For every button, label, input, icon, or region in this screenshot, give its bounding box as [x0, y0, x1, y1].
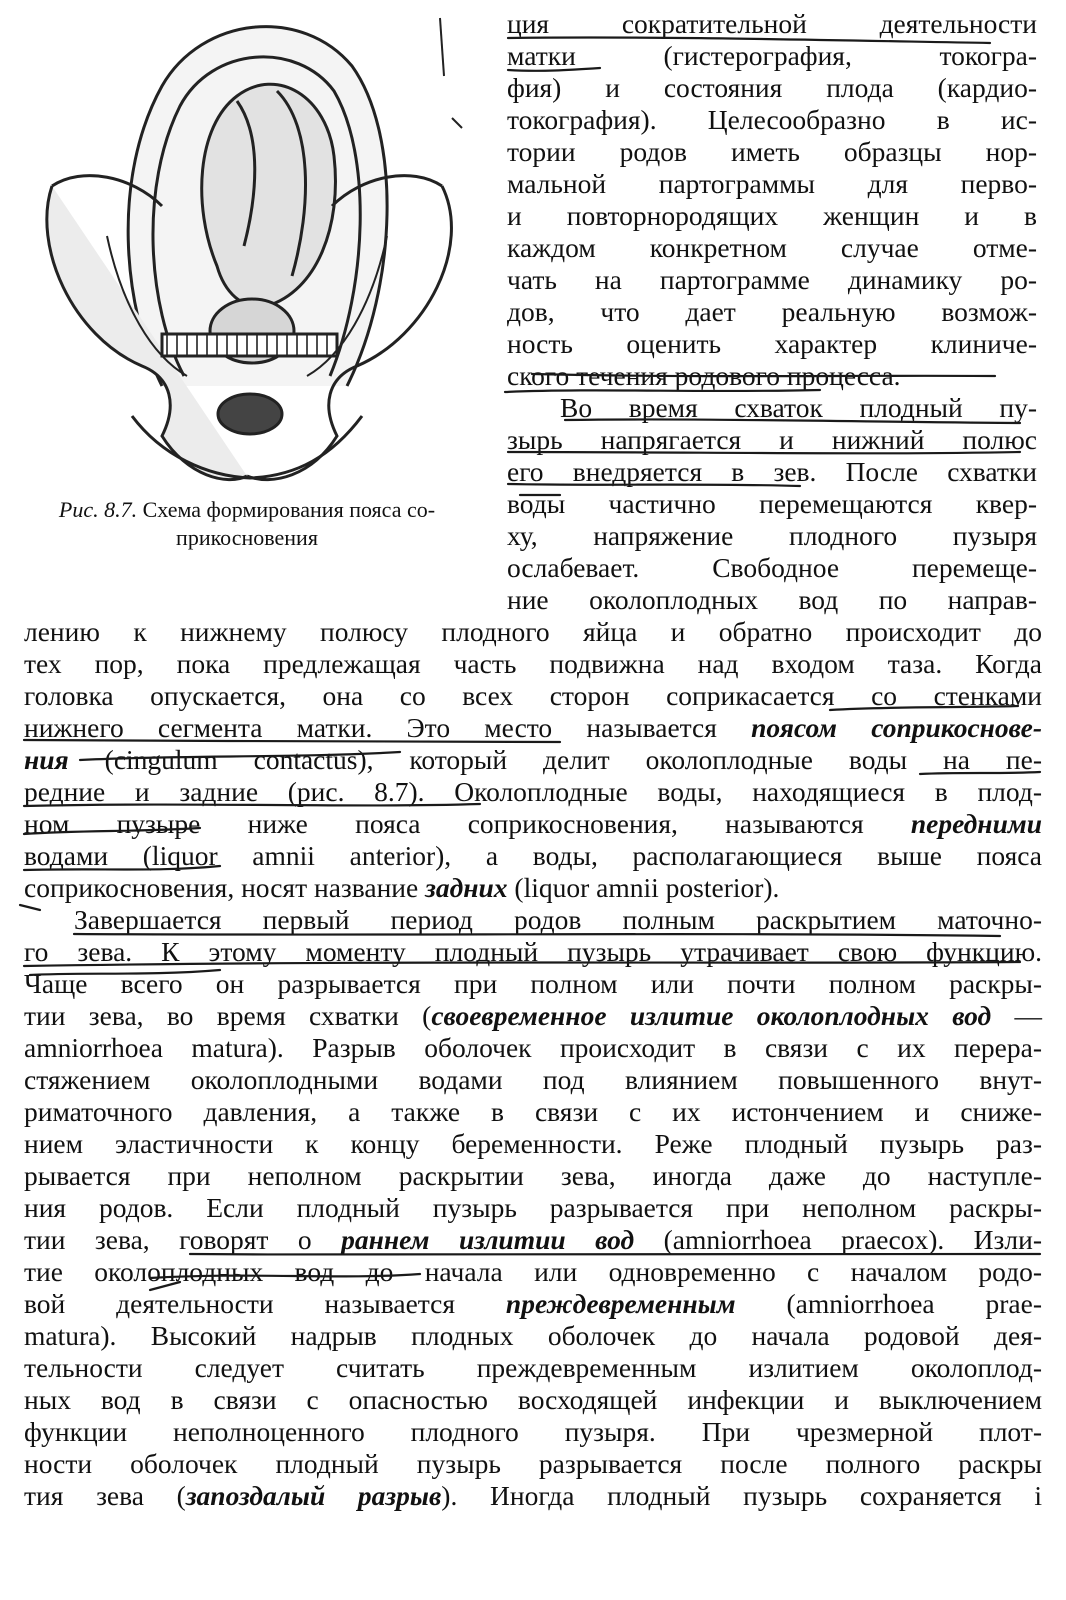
text-line: [24, 1224, 1042, 1256]
text-run: вой деятельности называется: [24, 1288, 506, 1319]
term-cingulum: поясом соприкоснове-: [751, 712, 1042, 743]
text-line: тельности следует считать преждевременным излитием околоплод-: [24, 1352, 1042, 1383]
text-line: ция сократительной деятельности: [507, 8, 1037, 39]
text-line: тие околоплодных вод до начала или одновременно с началом родо-: [24, 1256, 1042, 1287]
text-run: (amniorrhoea prae-: [735, 1288, 1042, 1319]
text-line: [24, 872, 1042, 904]
text-line: дов, что дает реальную возмож-: [507, 296, 1037, 327]
text-run: тии зева, во время схватки (: [24, 1000, 432, 1031]
text-line: [24, 744, 1042, 776]
text-line: [24, 712, 1042, 744]
text-line: ского течения родового процесса.: [507, 360, 901, 391]
text-line: Завершается первый период родов полным раскрытием маточно-: [74, 904, 1042, 935]
term-premature: преждевременным: [505, 1288, 736, 1319]
text-run: тия зева (: [24, 1480, 186, 1511]
text-line: тории родов иметь образцы нор-: [507, 136, 1037, 167]
text-run: —: [991, 1000, 1043, 1031]
text-run: ном пузыре ниже пояса соприкосновения, называются: [24, 808, 911, 839]
text-line: функции неполноценного плодного пузыря. При чрезмерной плот-: [24, 1416, 1042, 1447]
text-line: фия) и состояния плода (кардио-: [507, 72, 1037, 103]
text-run: соприкосновения, носят название: [24, 872, 426, 903]
text-run: ). Иногда плодный пузырь сохраняется і: [441, 1480, 1042, 1511]
text-line: matura). Высокий надрыв плодных оболочек до начала родовой дея-: [24, 1320, 1042, 1351]
term-anterior: передними: [910, 808, 1042, 839]
figure-caption: [12, 496, 482, 552]
text-line: го зева. К этому моменту плодный пузырь утрачивает свою функцию.: [24, 936, 1042, 967]
term-early-rupture: раннем излитии вод: [341, 1224, 635, 1255]
figure-caption-text-cont: прикосновения: [176, 525, 318, 550]
text-line: ния родов. Если плодный пузырь разрывается при неполном раскры-: [24, 1192, 1042, 1223]
figure-caption-label: Рис. 8.7.: [58, 497, 138, 522]
text-line: редние и задние (рис. 8.7). Околоплодные воды, находящиеся в плод-: [24, 776, 1042, 807]
text-line: amniorrhoea matura). Разрыв оболочек происходит в связи с их перера-: [24, 1032, 1042, 1063]
figure-caption-text: Схема формирования пояса со-: [142, 497, 436, 522]
text-line: стяжением околоплодными водами под влиянием повышенного внут-: [24, 1064, 1042, 1095]
text-run: тии зева, говорят о: [24, 1224, 342, 1255]
text-line: водами (liquor amnii anterior), а воды, располагающиеся выше пояса: [24, 840, 1042, 871]
text-run: нижнего сегмента матки. Это место называется: [24, 712, 752, 743]
text-line: чать на партограмме динамику ро-: [507, 264, 1037, 295]
text-line: нием эластичности к концу беременности. Реже плодный пузырь раз-: [24, 1128, 1042, 1159]
text-line: ность оценить характер клиниче-: [507, 328, 1037, 359]
text-line: рывается при неполном раскрытии зева, иногда даже до наступле-: [24, 1160, 1042, 1191]
text-line: зырь напрягается и нижний полюс: [507, 424, 1037, 455]
text-line: токография). Целесообразно в ис-: [507, 104, 1037, 135]
term-cingulum-end: ния: [24, 744, 69, 775]
text-line: ослабевает. Свободное перемеще-: [507, 552, 1037, 583]
term-timely-rupture: своевременное излитие околоплодных вод: [431, 1000, 992, 1031]
text-line: ных вод в связи с опасностью восходящей инфекции и выключением: [24, 1384, 1042, 1415]
pelvis-illustration: [12, 6, 482, 486]
text-line: матки (гистерография, токогра-: [507, 40, 1037, 71]
text-line: Чаще всего он разрывается при полном или почти полном раскры-: [24, 968, 1042, 999]
term-posterior: задних: [425, 872, 508, 903]
text-run: (cingulum contactus), который делит околоплодные воды на пе-: [68, 744, 1042, 775]
text-line: ху, напряжение плодного пузыря: [507, 520, 1037, 551]
text-line: его внедряется в зев. После схватки: [507, 456, 1037, 487]
text-line: риматочного давления, а также в связи с их истончением и сниже-: [24, 1096, 1042, 1127]
text-line: [24, 1288, 1042, 1320]
text-line: лению к нижнему полюсу плодного яйца и обратно происходит до: [24, 616, 1042, 647]
text-line: мальной партограммы для перво-: [507, 168, 1037, 199]
text-line: воды частично перемещаются квер-: [507, 488, 1037, 519]
text-line: [24, 1000, 1042, 1032]
text-line: и повторнородящих женщин и в: [507, 200, 1037, 231]
text-run: (amniorrhoea praecox). Изли-: [634, 1224, 1043, 1255]
text-line: головка опускается, она со всех сторон соприкасается со стенками: [24, 680, 1042, 711]
text-line: тех пор, пока предлежащая часть подвижна над входом таза. Когда: [24, 648, 1042, 679]
text-line: каждом конкретном случае отме-: [507, 232, 1037, 263]
text-line: [24, 808, 1042, 840]
text-line: Во время схваток плодный пу-: [560, 392, 1037, 423]
text-line: ние околоплодных вод по направ-: [507, 584, 1037, 615]
text-line: [24, 1480, 1042, 1512]
term-late-rupture: запоздалый разрыв: [185, 1480, 442, 1511]
text-line: ности оболочек плодный пузырь разрывается после полного раскры: [24, 1448, 1042, 1479]
text-run: (liquor amnii posterior).: [507, 872, 780, 903]
